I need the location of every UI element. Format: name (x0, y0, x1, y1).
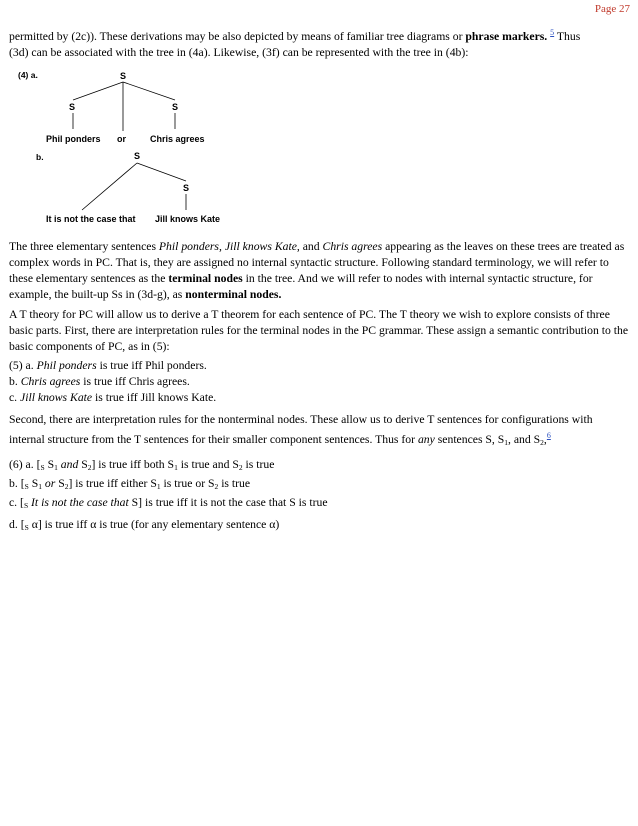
italic-run: any (417, 432, 435, 446)
subscript: 1 (504, 437, 509, 447)
tree-a-leaf-left: Phil ponders (46, 134, 101, 144)
tree-a-edge-right (123, 82, 175, 100)
text-run: , and S (508, 432, 541, 446)
tree-b (36, 151, 220, 224)
text-run: S (58, 477, 65, 490)
text-run: is true iff Chris agrees. (80, 375, 190, 388)
text-run: in the tree. And we will refer to nodes with internal syntactic structure, for example, the built-up Ss in (3d-g), as (9, 272, 593, 301)
text-run: is true (218, 477, 251, 490)
text-run: c. [ (9, 496, 24, 509)
italic-run: or (41, 477, 59, 490)
subscript: S (23, 501, 29, 510)
text-run: ) (275, 518, 280, 531)
subscript: 2 (64, 482, 69, 491)
italic-run: Phil ponders (36, 359, 97, 372)
subscript: 1 (174, 463, 178, 472)
alpha-symbol: α (90, 518, 97, 531)
text-run: is true and S (177, 458, 239, 471)
ex5-c (9, 390, 631, 406)
text-run: , (543, 432, 547, 446)
text-run: Second, there are interpretation rules for the nonterminal nodes. These allow us to derive T sentences for configurations with internal structure from the T sentences for their smaller component sentences. Thus for (9, 413, 593, 446)
subscript: 2 (214, 482, 219, 491)
elementary-text (9, 239, 631, 303)
example-6d (9, 517, 631, 536)
text-run: (5) a. (9, 359, 37, 372)
ex6-d (9, 517, 631, 536)
ex5-b (9, 374, 631, 390)
subscript: S (40, 463, 45, 472)
tree-a-leaf-mid: or (117, 134, 126, 144)
page-number: Page 27 (594, 3, 630, 15)
text-run: S (28, 477, 39, 490)
text-run: ] is true iff (37, 518, 91, 531)
subscript: 1 (38, 482, 42, 491)
ex6-a (9, 457, 631, 476)
tree-a-edge-left (73, 82, 123, 100)
nonterminal-rules-paragraph (9, 412, 631, 451)
footnote-5-link[interactable]: 5 (550, 28, 555, 37)
t-theory-text: A T theory for PC will allow us to derive a T theorem for each sentence of PC. The T theory we wish to explore consists of three basic parts. First, there are interpretation rules for the terminal nodes in the PC grammar. These assign a semantic contribution to the basic components of PC, as in (5): (9, 308, 629, 353)
text-run: appearing as the leaves on these trees are treated as complex words in PC. That is, they are assigned no internal syntactic structure. Following standard terminology, we will refer to these elementary sentences as the (9, 240, 625, 285)
terminal-nodes-term: terminal nodes (168, 272, 243, 285)
intro-line-2: (3d) can be associated with the tree in (4a). Likewise, (3f) can be represented with the tree in (4b): (9, 45, 469, 59)
intro-text-end: Thus (554, 29, 581, 43)
tree-b-leaf-left: It is not the case that (46, 214, 136, 224)
alpha-symbol: α (28, 518, 38, 531)
italic-run: Phil ponders, Jill knows Kate, (158, 240, 300, 253)
text-run: is true iff Jill knows Kate. (92, 391, 217, 404)
tree-a-label: (4) a. (18, 70, 38, 80)
subscript: 1 (54, 463, 58, 472)
text-run: is true or S (160, 477, 215, 490)
example-6 (9, 457, 631, 514)
subscript: 2 (238, 463, 243, 472)
subscript: S (24, 523, 29, 532)
text-run: b. [ (9, 477, 25, 490)
text-run: (6) a. [ (9, 458, 41, 471)
tree-b-leaf-right: Jill knows Kate (155, 214, 221, 224)
text-run: S] is true iff it is not the case that S is true (128, 496, 328, 509)
ex5-a (9, 358, 631, 374)
tree-a-root: S (120, 71, 127, 81)
text-run: and (299, 240, 323, 253)
italic-run: It is not the case that (28, 496, 129, 509)
text-run: b. (9, 375, 21, 388)
subscript: 2 (87, 463, 92, 472)
ex6-c (9, 495, 631, 514)
text-run: is true (242, 458, 275, 471)
tree-a-leaf-right: Chris agrees (150, 134, 205, 144)
alpha-symbol: α (269, 518, 276, 531)
tree-b-root: S (134, 151, 141, 161)
text-run: The three elementary sentences (9, 240, 159, 253)
tree-b-label: b. (36, 152, 44, 162)
text-run: d. [ (9, 518, 25, 531)
italic-run: Jill knows Kate (20, 391, 93, 404)
tree-diagrams (0, 0, 638, 240)
subscript: 2 (540, 437, 544, 447)
elementary-paragraph (9, 239, 631, 303)
nonterminal-nodes-term: nonterminal nodes. (185, 288, 282, 301)
tree-b-edge-left (82, 163, 137, 210)
ex6-b (9, 476, 631, 495)
tree-b-edge-right (137, 163, 186, 181)
phrase-markers-term: phrase markers. (465, 29, 548, 43)
text-run: ] is true iff either S (68, 477, 157, 490)
example-5 (9, 358, 631, 406)
italic-run: and (57, 458, 82, 471)
text-run: S (81, 458, 88, 471)
text-run: is true iff Phil ponders. (96, 359, 207, 372)
text-run: ] is true iff both S (91, 458, 175, 471)
subscript: 1 (156, 482, 161, 491)
italic-run: Chris agrees (20, 375, 81, 388)
nonterminal-rules-text (9, 412, 631, 451)
text-run: S (44, 458, 55, 471)
text-run: is true (for any elementary sentence (96, 518, 270, 531)
text-run: c. (9, 391, 21, 404)
text-run: sentences S, S (434, 432, 505, 446)
tree-a-right-s: S (172, 102, 179, 112)
subscript: S (24, 482, 29, 491)
t-theory-paragraph (9, 307, 631, 355)
italic-run: Chris agrees (322, 240, 383, 253)
tree-b-inner-s: S (183, 183, 190, 193)
footnote-6-link[interactable]: 6 (546, 431, 551, 440)
tree-a-left-s: S (69, 102, 76, 112)
intro-text: permitted by (2c)). These derivations may be also depicted by means of familiar tree diagrams or (9, 29, 466, 43)
tree-a (18, 70, 205, 144)
